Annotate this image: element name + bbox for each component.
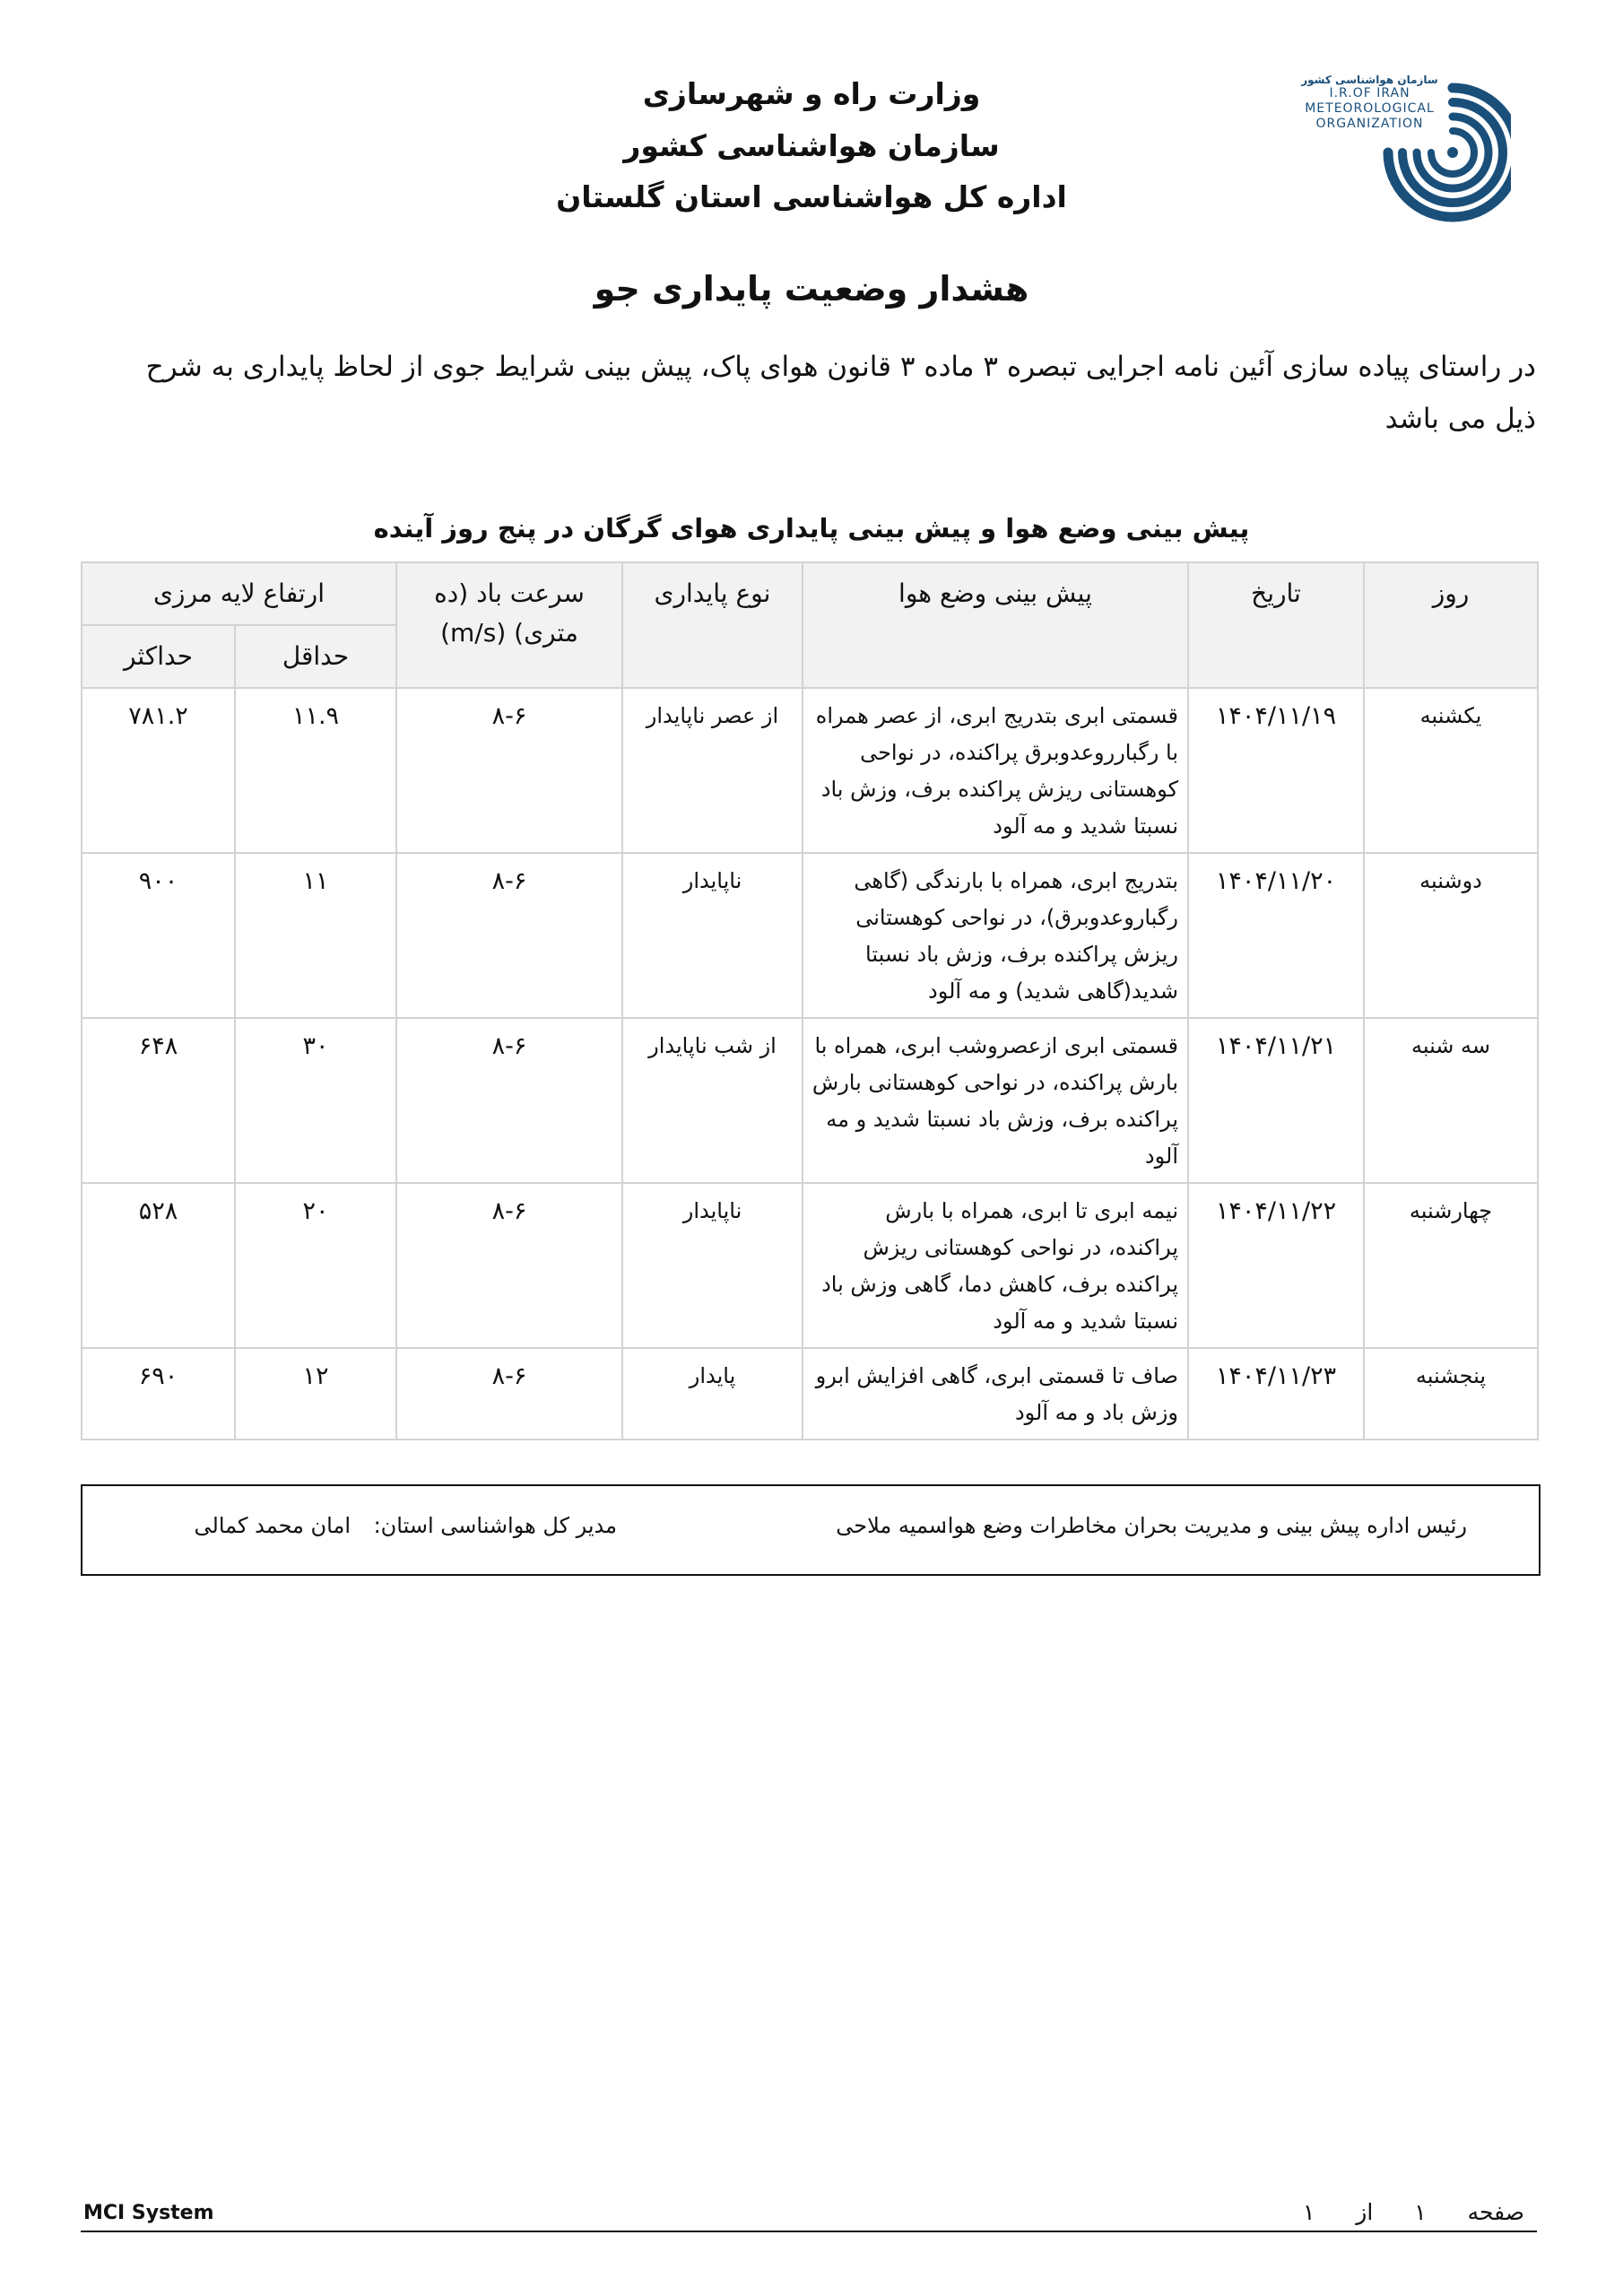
forecast-table [81,561,1539,1440]
cell-forecast: قسمتی ابری ازعصروشب ابری، همراه با بارش پراکنده، در نواحی کوهستانی بارش پراکنده برف، وزش باد نسبتا شدید و مه آلود [803,1018,1188,1183]
cell-min: ۱۲ [235,1348,396,1439]
cell-date: ۱۴۰۴/۱۱/۲۰ [1188,853,1364,1018]
cell-min: ۱۱ [235,853,396,1018]
cell-min: ۳۰ [235,1018,396,1183]
cell-forecast: بتدریج ابری، همراه با بارندگی (گاهی رگباروعدوبرق)، در نواحی کوهستانی ریزش پراکنده برف، وزش باد نسبتا شدید(گاهی شدید) و مه آلود [803,853,1188,1018]
cell-forecast: صاف تا قسمتی ابری، گاهی افزایش ابرو وزش باد و مه آلود [803,1348,1188,1439]
header-wind-speed: سرعت باد (ده متری) (m/s) [396,562,622,688]
document-title: هشدار وضعیت پایداری جو [594,269,1029,309]
forecast-head-name: سمیه ملاحی [836,1513,947,1538]
cell-wind: ۸-۶ [396,1183,622,1348]
cell-stability: ناپایدار [622,853,803,1018]
organization-name: سازمان هواشناسی کشور [623,128,1000,163]
director-name: امان محمد کمالی [194,1513,351,1538]
system-name: MCI System [83,2202,214,2224]
cell-max: ۵۲۸ [82,1183,235,1348]
signature-box [81,1484,1541,1576]
header-day: روز [1364,562,1538,688]
cell-day: چهارشنبه [1364,1183,1538,1348]
cell-max: ۷۸۱.۲ [82,688,235,853]
cell-wind: ۸-۶ [396,1018,622,1183]
cell-max: ۶۹۰ [82,1348,235,1439]
office-name: اداره کل هواشناسی استان گلستان [556,179,1067,214]
cell-day: دوشنبه [1364,853,1538,1018]
director-label: مدیر کل هواشناسی استان: [373,1513,617,1538]
header-date: تاریخ [1188,562,1364,688]
cell-day: پنجشنبه [1364,1348,1538,1439]
page-label: صفحه [1467,2199,1524,2225]
cell-forecast: قسمتی ابری بتدریج ابری، از عصر همراه با رگبارروعدوبرق پراکنده، در نواحی کوهستانی ریزش پراکنده برف، وزش باد نسبتا شدید و مه آلود [803,688,1188,853]
page-current: ۱ [1414,2199,1427,2225]
table-row [82,1348,1538,1439]
cell-min: ۲۰ [235,1183,396,1348]
cell-stability: ناپایدار [622,1183,803,1348]
logo-text-en-2: METEOROLOGICAL [1305,101,1435,116]
page-number [1303,2199,1524,2225]
header-min: حداقل [235,625,396,688]
cell-stability: از شب ناپایدار [622,1018,803,1183]
cell-date: ۱۴۰۴/۱۱/۲۳ [1188,1348,1364,1439]
cell-wind: ۸-۶ [396,853,622,1018]
table-row [82,1018,1538,1183]
cell-wind: ۸-۶ [396,1348,622,1439]
table-row [82,688,1538,853]
cell-date: ۱۴۰۴/۱۱/۲۱ [1188,1018,1364,1183]
header-max: حداکثر [82,625,235,688]
page-of-label: از [1356,2199,1374,2225]
cell-day: یکشنبه [1364,688,1538,853]
forecast-head-label: رئیس اداره پیش بینی و مدیریت بحران مخاطرات وضع هوا: [940,1513,1467,1538]
page-total: ۱ [1302,2199,1315,2225]
footer-divider [81,2231,1537,2232]
cell-max: ۹۰۰ [82,853,235,1018]
cell-wind: ۸-۶ [396,688,622,853]
ministry-name: وزارت راه و شهرسازی [642,76,981,111]
cell-max: ۶۴۸ [82,1018,235,1183]
logo-text-en-3: ORGANIZATION [1315,117,1424,131]
header-stability: نوع پایداری [622,562,803,688]
cell-date: ۱۴۰۴/۱۱/۲۲ [1188,1183,1364,1348]
table-caption: پیش بینی وضع هوا و پیش بینی پایداری هوای گرگان در پنج روز آینده [373,513,1250,544]
cell-date: ۱۴۰۴/۱۱/۱۹ [1188,688,1364,853]
header-forecast: پیش بینی وضع هوا [803,562,1188,688]
cell-stability: پایدار [622,1348,803,1439]
intro-paragraph: در راستای پیاده سازی آئین نامه اجرایی تبصره ۳ ماده ۳ قانون هوای پاک، پیش بینی شرایط جوی از لحاظ پایداری به شرح ذیل می باشد [145,351,1536,435]
table-row [82,853,1538,1018]
cell-stability: از عصر ناپایدار [622,688,803,853]
logo-text-fa: سازمان هواشناسی کشور [1301,74,1438,86]
header-boundary-layer: ارتفاع لایه مرزی [82,562,396,625]
logo-text-en-1: I.R.OF IRAN [1329,86,1410,100]
cell-forecast: نیمه ابری تا ابری، همراه با بارش پراکنده، در نواحی کوهستانی ریزش پراکنده برف، کاهش دما، گاهی وزش باد نسبتا شدید و مه آلود [803,1183,1188,1348]
cell-min: ۱۱.۹ [235,688,396,853]
table-row [82,1183,1538,1348]
cell-day: سه شنبه [1364,1018,1538,1183]
